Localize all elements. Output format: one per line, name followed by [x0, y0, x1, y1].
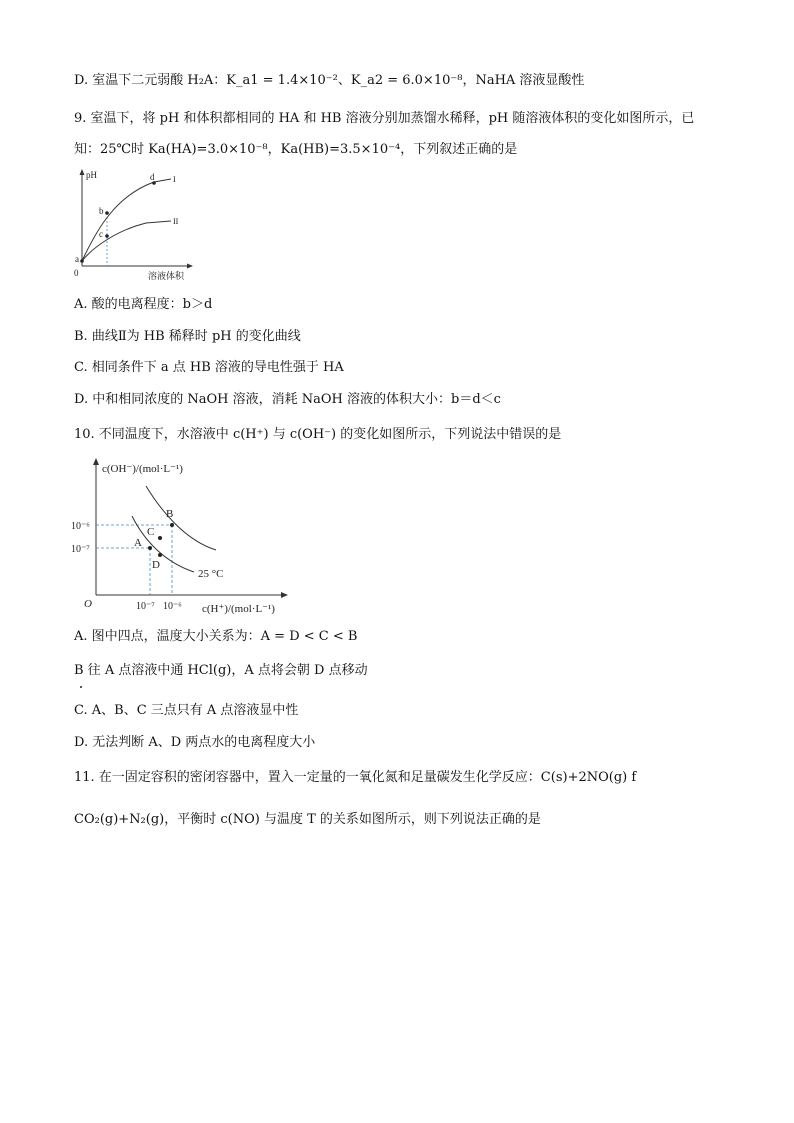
q9-option-b: B. 曲线Ⅱ为 HB 稀释时 pH 的变化曲线 [74, 329, 301, 344]
label-a: a [75, 254, 79, 264]
x-tick-1e-6: 10⁻⁶ [163, 601, 182, 612]
q9-stem-line2: 知：25℃时 Ka(HA)=3.0×10⁻⁸，Ka(HB)=3.5×10⁻⁴，下列叙述正确的是 [74, 142, 518, 157]
fig2-origin: O [84, 598, 92, 610]
curve-I-label: I [173, 175, 176, 184]
q10-option-b: B 往 A 点溶液中通 HCl(g)，A 点将会朝 D 点移动 [74, 663, 368, 678]
label-A: A [134, 537, 142, 549]
h-axis-label: c(H⁺)/(mol·L⁻¹) [202, 603, 275, 615]
label-c: c [99, 229, 103, 239]
volume-axis-label: 溶液体积 [148, 272, 185, 282]
oh-axis-label: c(OH⁻)/(mol·L⁻¹) [102, 463, 183, 475]
ph-axis-label: pH [86, 170, 97, 180]
label-B: B [166, 508, 174, 520]
label-C: C [147, 526, 155, 538]
q11-stem-line2: CO₂(g)+N₂(g)，平衡时 c(NO) 与温度 T 的关系如图所示，则下列说法正确的是 [74, 812, 541, 827]
q10-figure [66, 454, 306, 620]
point-C-marker [158, 536, 162, 540]
q11-stem-line1: 11. 在一固定容积的密闭容器中，置入一定量的一氧化氮和足量碳发生化学反应：C(s)+2NO(g) f [74, 770, 637, 785]
temp-25c-label: 25 °C [198, 568, 224, 580]
q9-option-a: A. 酸的电离程度：b＞d [74, 297, 213, 312]
stray-mark [80, 686, 82, 688]
q8-option-d: D. 室温下二元弱酸 H₂A：K_a1 = 1.4×10⁻²、K_a2 = 6.0×10⁻⁸，NaHA 溶液显酸性 [74, 73, 585, 88]
label-b: b [99, 206, 104, 216]
x-tick-1e-7: 10⁻⁷ [136, 601, 155, 612]
q10-option-c: C. A、B、C 三点只有 A 点溶液显中性 [74, 703, 299, 718]
label-D: D [152, 559, 160, 571]
curve-II-label: II [173, 217, 179, 226]
point-B-marker [170, 523, 174, 527]
q9-figure [70, 166, 200, 288]
q10-option-d: D. 无法判断 A、D 两点水的电离程度大小 [74, 735, 316, 750]
point-b-marker [105, 211, 109, 215]
label-d: d [150, 172, 155, 182]
point-A-marker [148, 546, 152, 550]
q10-option-a: A. 图中四点，温度大小关系为：A = D < C < B [74, 629, 358, 644]
fig1-origin: 0 [74, 268, 79, 278]
y-tick-1e-7: 10⁻⁷ [71, 544, 90, 555]
q9-stem-line1: 9. 室温下，将 pH 和体积都相同的 HA 和 HB 溶液分别加蒸馏水稀释，pH 随溶液体积的变化如图所示，已 [74, 111, 695, 126]
q9-option-d: D. 中和相同浓度的 NaOH 溶液，消耗 NaOH 溶液的体积大小：b＝d＜c [74, 392, 501, 407]
y-tick-1e-6: 10⁻⁶ [71, 521, 90, 532]
point-c-marker [105, 234, 109, 238]
point-a-marker [80, 259, 84, 263]
q10-stem: 10. 不同温度下，水溶液中 c(H⁺) 与 c(OH⁻) 的变化如图所示，下列说法中错误的是 [74, 427, 562, 442]
q9-option-c: C. 相同条件下 a 点 HB 溶液的导电性强于 HA [74, 360, 344, 375]
point-D-marker [158, 553, 162, 557]
